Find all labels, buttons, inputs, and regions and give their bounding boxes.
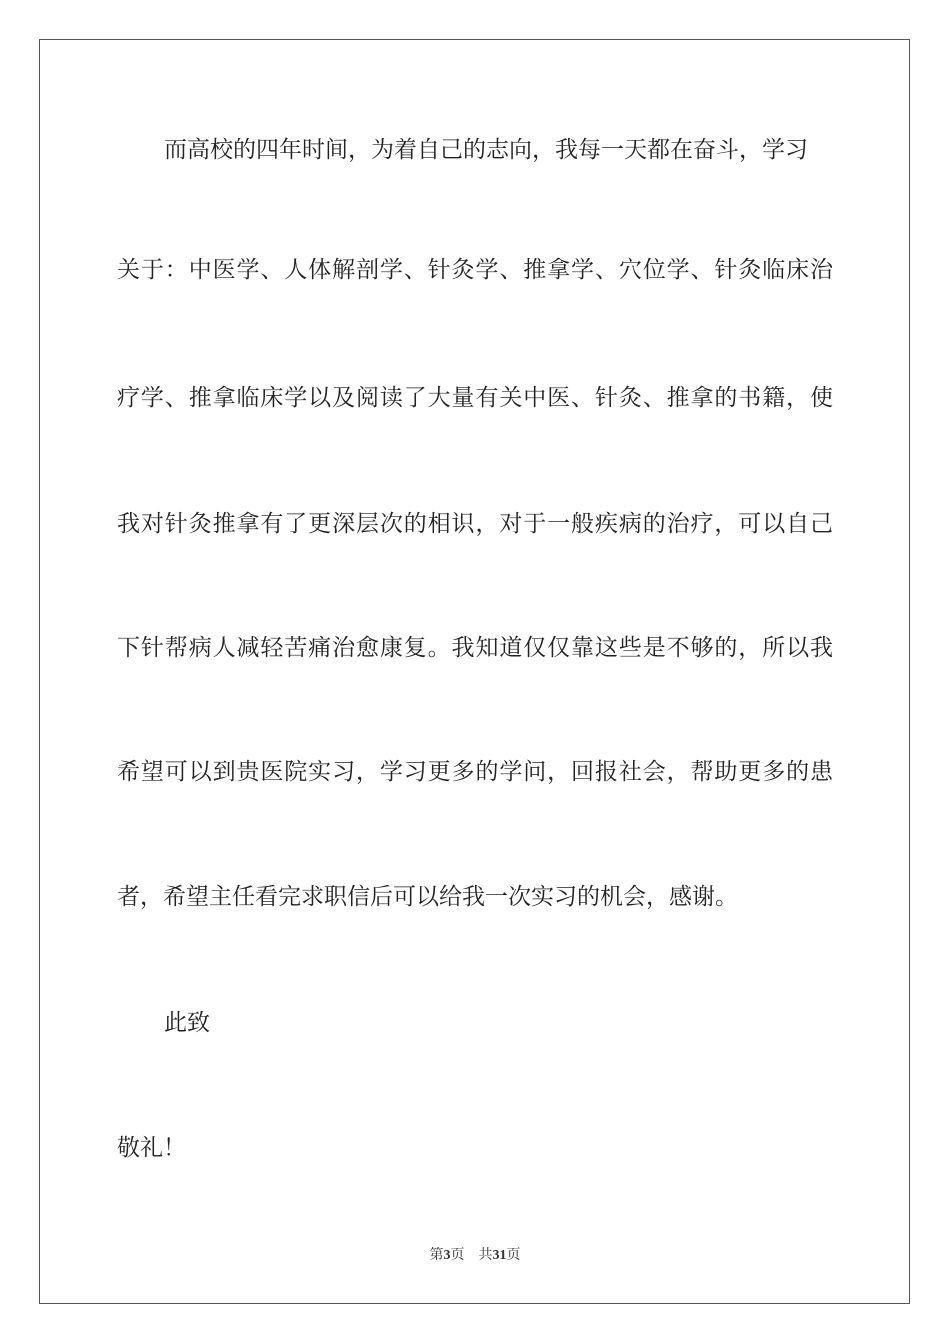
body-line-1: 而高校的四年时间，为着自己的志向，我每一天都在奋斗，学习 xyxy=(164,137,808,163)
body-line-3: 疗学、推拿临床学以及阅读了大量有关中医、针灸、推拿的书籍，使 xyxy=(117,385,833,411)
page-suffix: 页 xyxy=(450,1248,465,1263)
body-line-5: 下针帮病人减轻苦痛治愈康复。我知道仅仅靠这些是不够的，所以我 xyxy=(117,635,833,661)
body-line-6: 希望可以到贵医院实习，学习更多的学问，回报社会，帮助更多的患 xyxy=(117,759,833,785)
body-line-2: 关于：中医学、人体解剖学、针灸学、推拿学、穴位学、针灸临床治 xyxy=(117,257,833,283)
total-pages: 31 xyxy=(492,1248,507,1263)
body-line-7: 者，希望主任看完求职信后可以给我一次实习的机会，感谢。 xyxy=(117,884,738,910)
total-suffix: 页 xyxy=(506,1248,521,1263)
body-line-4: 我对针灸推拿有了更深层次的相识，对于一般疾病的治疗，可以自己 xyxy=(117,511,833,537)
page-number: 3 xyxy=(443,1248,451,1263)
page-prefix: 第 xyxy=(429,1248,444,1263)
total-prefix: 共 xyxy=(478,1248,493,1263)
salutation-text: 敬礼！ xyxy=(117,1135,186,1161)
page-footer xyxy=(0,1246,950,1266)
page-border xyxy=(39,39,910,1304)
closing-text: 此致 xyxy=(164,1010,210,1036)
